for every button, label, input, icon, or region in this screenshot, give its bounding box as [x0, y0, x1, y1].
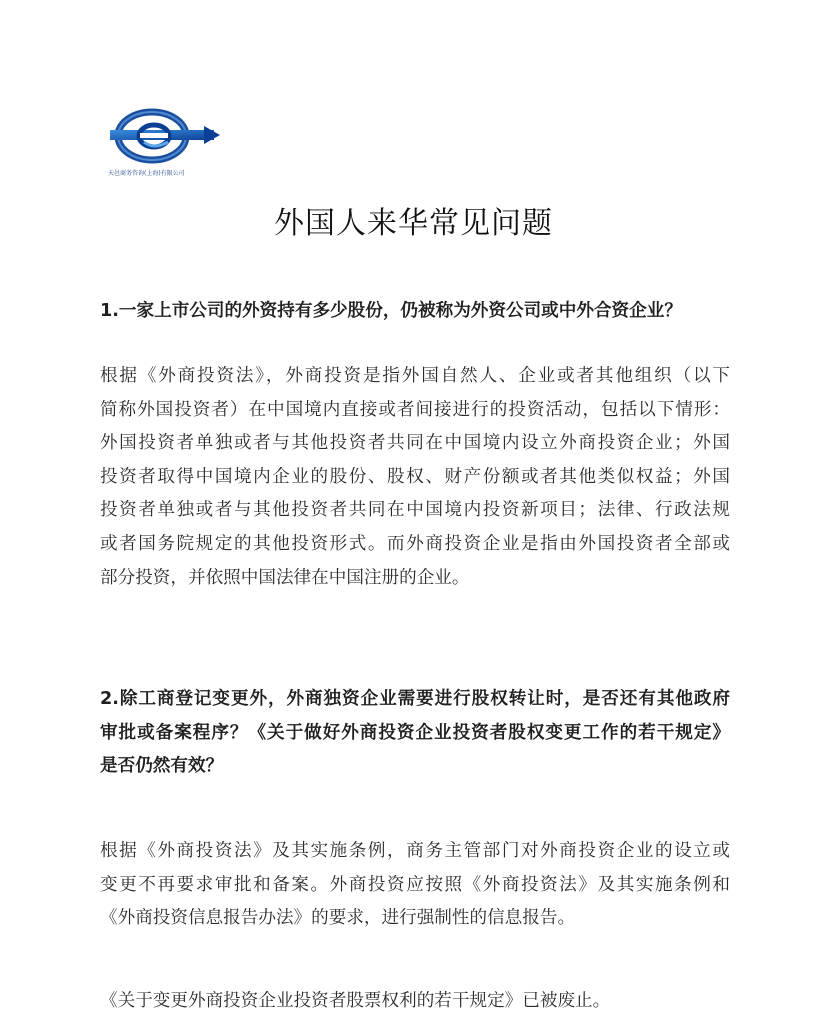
answer-1-line: 部分投资，并依照中国法律在中国注册的企业。 — [100, 567, 470, 588]
question-2-line: 是否仍然有效？ — [100, 756, 224, 777]
answer-3-line: 《关于变更外商投资企业投资者股票权利的若干规定》已被废止。 — [100, 991, 611, 1011]
page-title: 外国人来华常见问题 — [274, 206, 553, 241]
answer-2-line: 《外商投资信息报告办法》的要求，进行强制性的信息报告。 — [100, 908, 576, 929]
answer-1 — [100, 360, 730, 595]
answer-1-line: 简称外国投资者）在中国境内直接或者间接进行的投资活动，包括以下情形： — [100, 399, 730, 420]
answer-1-line: 投资者单独或者与其他投资者共同在中国境内投资新项目；法律、行政法规 — [100, 500, 730, 521]
answer-1-line: 或者国务院规定的其他投资形式。而外商投资企业是指由外国投资者全部或 — [100, 533, 730, 554]
question-1 — [100, 295, 730, 329]
answer-2-line: 变更不再要求审批和备案。外商投资应按照《外商投资法》及其实施条例和 — [100, 874, 730, 895]
question-2-line: 审批或备案程序？《关于做好外商投资企业投资者股权变更工作的若干规定》 — [100, 722, 730, 743]
company-logo — [104, 106, 228, 182]
answer-2-line: 根据《外商投资法》及其实施条例，商务主管部门对外商投资企业的设立或 — [100, 841, 730, 861]
question-2-line: 2.除工商登记变更外，外商独资企业需要进行股权转让时，是否还有其他政府 — [100, 689, 730, 709]
answer-1-line: 根据《外商投资法》，外商投资是指外国自然人、企业或者其他组织（以下 — [100, 366, 730, 386]
answer-1-line: 外国投资者单独或者与其他投资者共同在中国境内设立外商投资企业；外国 — [100, 433, 730, 454]
logo-caption: 天邑商务咨询(上海)有限公司 — [108, 170, 185, 177]
logo-emblem-icon — [104, 106, 228, 170]
answer-3 — [100, 985, 730, 1019]
question-1-line: 1.一家上市公司的外资持有多少股份，仍被称为外资公司或中外合资企业？ — [100, 301, 682, 321]
question-2 — [100, 683, 730, 784]
answer-2 — [100, 835, 730, 936]
answer-1-line: 投资者取得中国境内企业的股份、股权、财产份额或者其他类似权益；外国 — [100, 466, 730, 487]
